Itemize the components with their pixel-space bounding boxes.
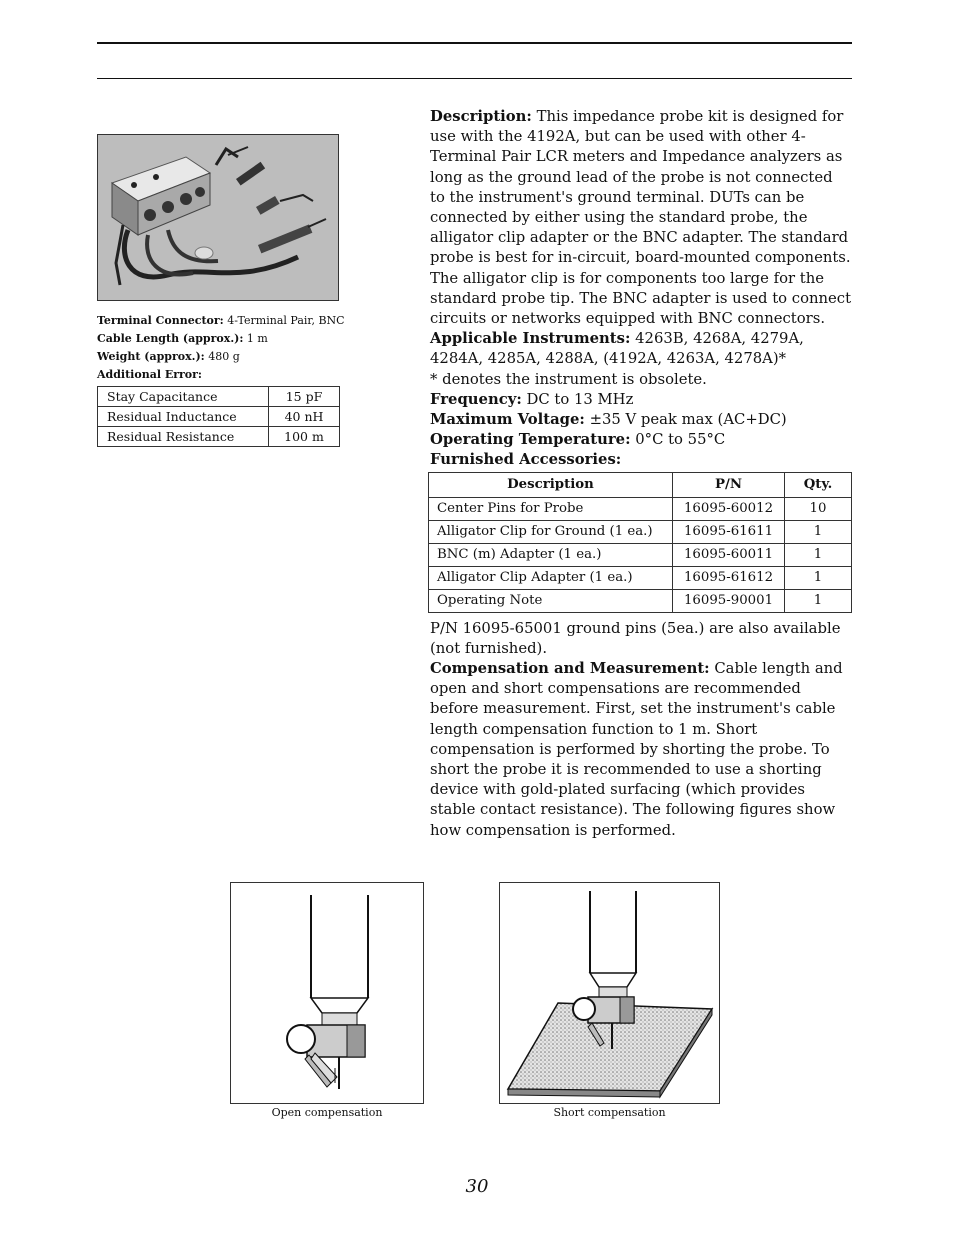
acc-qty: 1 [785,589,852,612]
table-row [429,566,852,589]
operating-temp-line: Operating Temperature: 0°C to 55°C [430,431,726,449]
table-row [429,589,852,612]
description-paragraph: Description: This impedance probe kit is designed for use with the 4192A, but can be used with other 4-Terminal Pair LCR meters and Impedance analyzers as long as the ground lead of the probe is not connected to the instrument's ground terminal. DUTs can be connected by either using the standard probe, the alligator clip adapter or the BNC adapter. The standard probe is best for in-circuit, board-mounted components. The alligator clip is for components too large for the standard probe tip. The BNC adapter is used to connect circuits or networks equipped with BNC connectors. [430,108,852,328]
error-value: 40 nH [269,407,340,427]
open-compensation-figure [230,882,424,1104]
short-compensation-figure [499,882,720,1104]
col-pn: P/N [673,472,785,497]
acc-qty: 1 [785,566,852,589]
acc-pn: 16095-61611 [673,520,785,543]
acc-qty: 1 [785,520,852,543]
header-rule-thick [97,42,852,44]
error-name: Residual Resistance [98,427,269,447]
table-row [429,520,852,543]
acc-pn: 16095-60011 [673,543,785,566]
acc-pn: 16095-60012 [673,497,785,520]
spec-cable-length: Cable Length (approx.): 1 m [97,332,268,345]
acc-qty: 1 [785,543,852,566]
frequency-line: Frequency: DC to 13 MHz [430,390,634,408]
spec-additional-error: Additional Error: [97,368,202,381]
acc-pn: 16095-90001 [673,589,785,612]
max-voltage-line: Maximum Voltage: ±35 V peak max (AC+DC) [430,411,787,429]
table-row [98,387,340,407]
col-qty: Qty. [785,472,852,497]
page-number: 30 [465,1176,489,1197]
header-rule-thin [97,78,852,79]
spec-terminal-connector: Terminal Connector: 4-Terminal Pair, BNC [97,314,345,327]
open-compensation-caption: Open compensation [271,1106,383,1119]
accessories-table [428,472,852,613]
error-name: Residual Inductance [98,407,269,427]
specs-block [97,312,357,384]
col-description: Description [429,472,673,497]
accessories-heading: Furnished Accessories: [430,451,622,469]
table-row [98,407,340,427]
additional-error-table [97,386,340,447]
spec-weight: Weight (approx.): 480 g [97,350,240,363]
error-value: 100 m [269,427,340,447]
error-name: Stay Capacitance [98,387,269,407]
compensation-paragraph: Compensation and Measurement: Cable length and open and short compensations are recommended before measurement. First, set the instrument's cable length compensation function to 1 m. Short compensation is performed by shorting the probe. To short the probe it is recommended to use a shorting device with gold-plated surfacing (which provides stable contact resistance). The following figures show how compensation is performed. [430,660,843,839]
short-compensation-caption: Short compensation [553,1106,666,1119]
acc-description: Alligator Clip Adapter (1 ea.) [429,566,673,589]
ground-pins-note: P/N 16095-65001 ground pins (5ea.) are also available (not furnished). [430,619,841,657]
acc-description: Center Pins for Probe [429,497,673,520]
product-photo [97,134,339,301]
acc-description: Alligator Clip for Ground (1 ea.) [429,520,673,543]
table-row [429,497,852,520]
acc-description: BNC (m) Adapter (1 ea.) [429,543,673,566]
table-row [429,543,852,566]
main-text [430,107,852,841]
error-value: 15 pF [269,387,340,407]
acc-qty: 10 [785,497,852,520]
acc-pn: 16095-61612 [673,566,785,589]
acc-description: Operating Note [429,589,673,612]
applicable-instruments: Applicable Instruments: 4263B, 4268A, 4279A, 4284A, 4285A, 4288A, (4192A, 4263A, 4278A)* [430,330,804,368]
table-row [98,427,340,447]
obsolete-note: * denotes the instrument is obsolete. [430,370,707,388]
table-header-row [429,472,852,497]
